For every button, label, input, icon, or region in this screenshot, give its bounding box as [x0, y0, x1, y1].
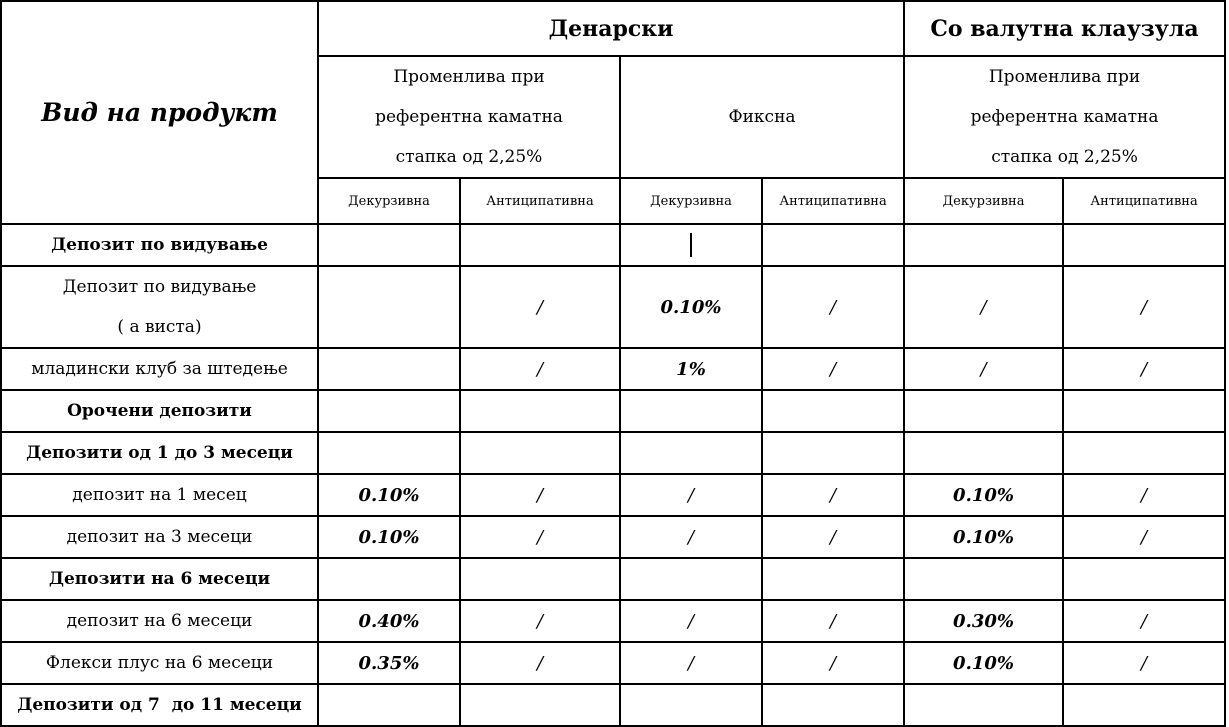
variable-line-2: референтна каматна — [970, 107, 1159, 127]
variable-line-1: Променлива при — [988, 67, 1141, 87]
rate-cell: / — [1063, 516, 1225, 558]
rate-cell: / — [620, 642, 762, 684]
rate-cell — [762, 684, 904, 726]
col-header-decursive: Декурзивна — [318, 178, 460, 224]
rate-cell — [460, 224, 620, 266]
rate-cell: / — [460, 266, 620, 348]
table-row — [1, 558, 1225, 600]
rate-cell: / — [762, 516, 904, 558]
rate-cell: / — [762, 348, 904, 390]
rate-cell: / — [1063, 642, 1225, 684]
rate-cell: / — [1063, 348, 1225, 390]
rate-cell — [318, 390, 460, 432]
rate-cell: / — [620, 516, 762, 558]
row-label: депозит на 3 месеци — [1, 516, 318, 558]
rate-cell: / — [904, 266, 1063, 348]
table-row — [1, 474, 1225, 516]
rate-cell: 1% — [620, 348, 762, 390]
rate-cell: / — [620, 474, 762, 516]
denar-group-header: Денарски — [318, 1, 904, 56]
rate-cell: / — [762, 474, 904, 516]
rate-cell — [318, 432, 460, 474]
rate-cell — [318, 684, 460, 726]
rate-cell: 0.10% — [620, 266, 762, 348]
rate-cell — [620, 390, 762, 432]
rate-cell — [318, 224, 460, 266]
col-header-anticipative: Антиципативна — [1063, 178, 1225, 224]
row-label-line-2: ( а виста) — [117, 317, 202, 337]
rate-cell: 0.30% — [904, 600, 1063, 642]
rate-cell: / — [460, 348, 620, 390]
rate-cell: 0.40% — [318, 600, 460, 642]
table-row — [1, 600, 1225, 642]
table-row — [1, 348, 1225, 390]
rate-cell: / — [1063, 474, 1225, 516]
row-label: депозит на 6 месеци — [1, 600, 318, 642]
rate-cell: / — [762, 266, 904, 348]
row-label: Орочени депозити — [1, 390, 318, 432]
rate-cell — [1063, 558, 1225, 600]
currency-clause-group-header: Со валутна клаузула — [904, 1, 1225, 56]
col-header-decursive: Декурзивна — [904, 178, 1063, 224]
table-row — [1, 390, 1225, 432]
rate-cell — [762, 224, 904, 266]
table-row — [1, 684, 1225, 726]
rate-cell: / — [460, 474, 620, 516]
rate-cell — [762, 390, 904, 432]
rate-cell — [460, 684, 620, 726]
rate-cell: 0.10% — [318, 474, 460, 516]
rate-cell — [1063, 224, 1225, 266]
rate-cell — [460, 432, 620, 474]
variable-line-2: референтна каматна — [375, 107, 563, 127]
rate-cell: 0.10% — [904, 516, 1063, 558]
table-row — [1, 432, 1225, 474]
rate-cell: 0.35% — [318, 642, 460, 684]
rate-cell: / — [904, 348, 1063, 390]
row-label: младински клуб за штедење — [1, 348, 318, 390]
rate-cell — [460, 390, 620, 432]
rate-cell — [762, 558, 904, 600]
text-cursor — [690, 233, 692, 257]
rate-cell — [904, 432, 1063, 474]
rate-cell — [318, 266, 460, 348]
rate-cell: 0.10% — [318, 516, 460, 558]
rate-cell: / — [762, 600, 904, 642]
rate-cell — [762, 432, 904, 474]
row-label — [1, 266, 318, 348]
rate-cell: / — [460, 642, 620, 684]
rate-cell — [904, 558, 1063, 600]
row-label-line-1: Депозит по видување — [62, 277, 257, 297]
table-row — [1, 224, 1225, 266]
variable-line-1: Променлива при — [393, 67, 545, 87]
col-header-anticipative: Антиципативна — [762, 178, 904, 224]
variable-line-3: стапка од 2,25% — [991, 147, 1138, 167]
rate-cell — [620, 432, 762, 474]
table-row — [1, 642, 1225, 684]
rate-cell: / — [460, 516, 620, 558]
row-label: депозит на 1 месец — [1, 474, 318, 516]
rate-cell — [1063, 390, 1225, 432]
rate-cell — [1063, 432, 1225, 474]
variable-line-3: стапка од 2,25% — [395, 147, 543, 167]
denar-variable-rate-header — [318, 56, 620, 178]
rate-cell — [620, 684, 762, 726]
col-header-anticipative: Антиципативна — [460, 178, 620, 224]
row-label: Депозити од 1 до 3 месеци — [1, 432, 318, 474]
table-row — [1, 516, 1225, 558]
rate-cell — [318, 348, 460, 390]
rate-cell: / — [460, 600, 620, 642]
rate-cell: / — [1063, 266, 1225, 348]
rate-cell: 0.10% — [904, 642, 1063, 684]
col-header-decursive: Декурзивна — [620, 178, 762, 224]
rate-cell — [460, 558, 620, 600]
product-type-header: Вид на продукт — [1, 1, 318, 224]
denar-fixed-rate-header: Фиксна — [620, 56, 904, 178]
rate-cell — [904, 684, 1063, 726]
rate-cell: / — [762, 642, 904, 684]
row-label: Депозит по видување — [1, 224, 318, 266]
row-label: Флекси плус на 6 месеци — [1, 642, 318, 684]
rate-cell[interactable] — [620, 224, 762, 266]
clause-variable-rate-header — [904, 56, 1225, 178]
rate-cell — [318, 558, 460, 600]
rate-cell: / — [620, 600, 762, 642]
rate-cell: / — [1063, 600, 1225, 642]
rate-cell — [904, 224, 1063, 266]
rate-cell — [904, 390, 1063, 432]
table-row — [1, 266, 1225, 348]
row-label: Депозити од 7 до 11 месеци — [1, 684, 318, 726]
rate-cell — [1063, 684, 1225, 726]
rate-cell: 0.10% — [904, 474, 1063, 516]
row-label: Депозити на 6 месеци — [1, 558, 318, 600]
rate-cell — [620, 558, 762, 600]
